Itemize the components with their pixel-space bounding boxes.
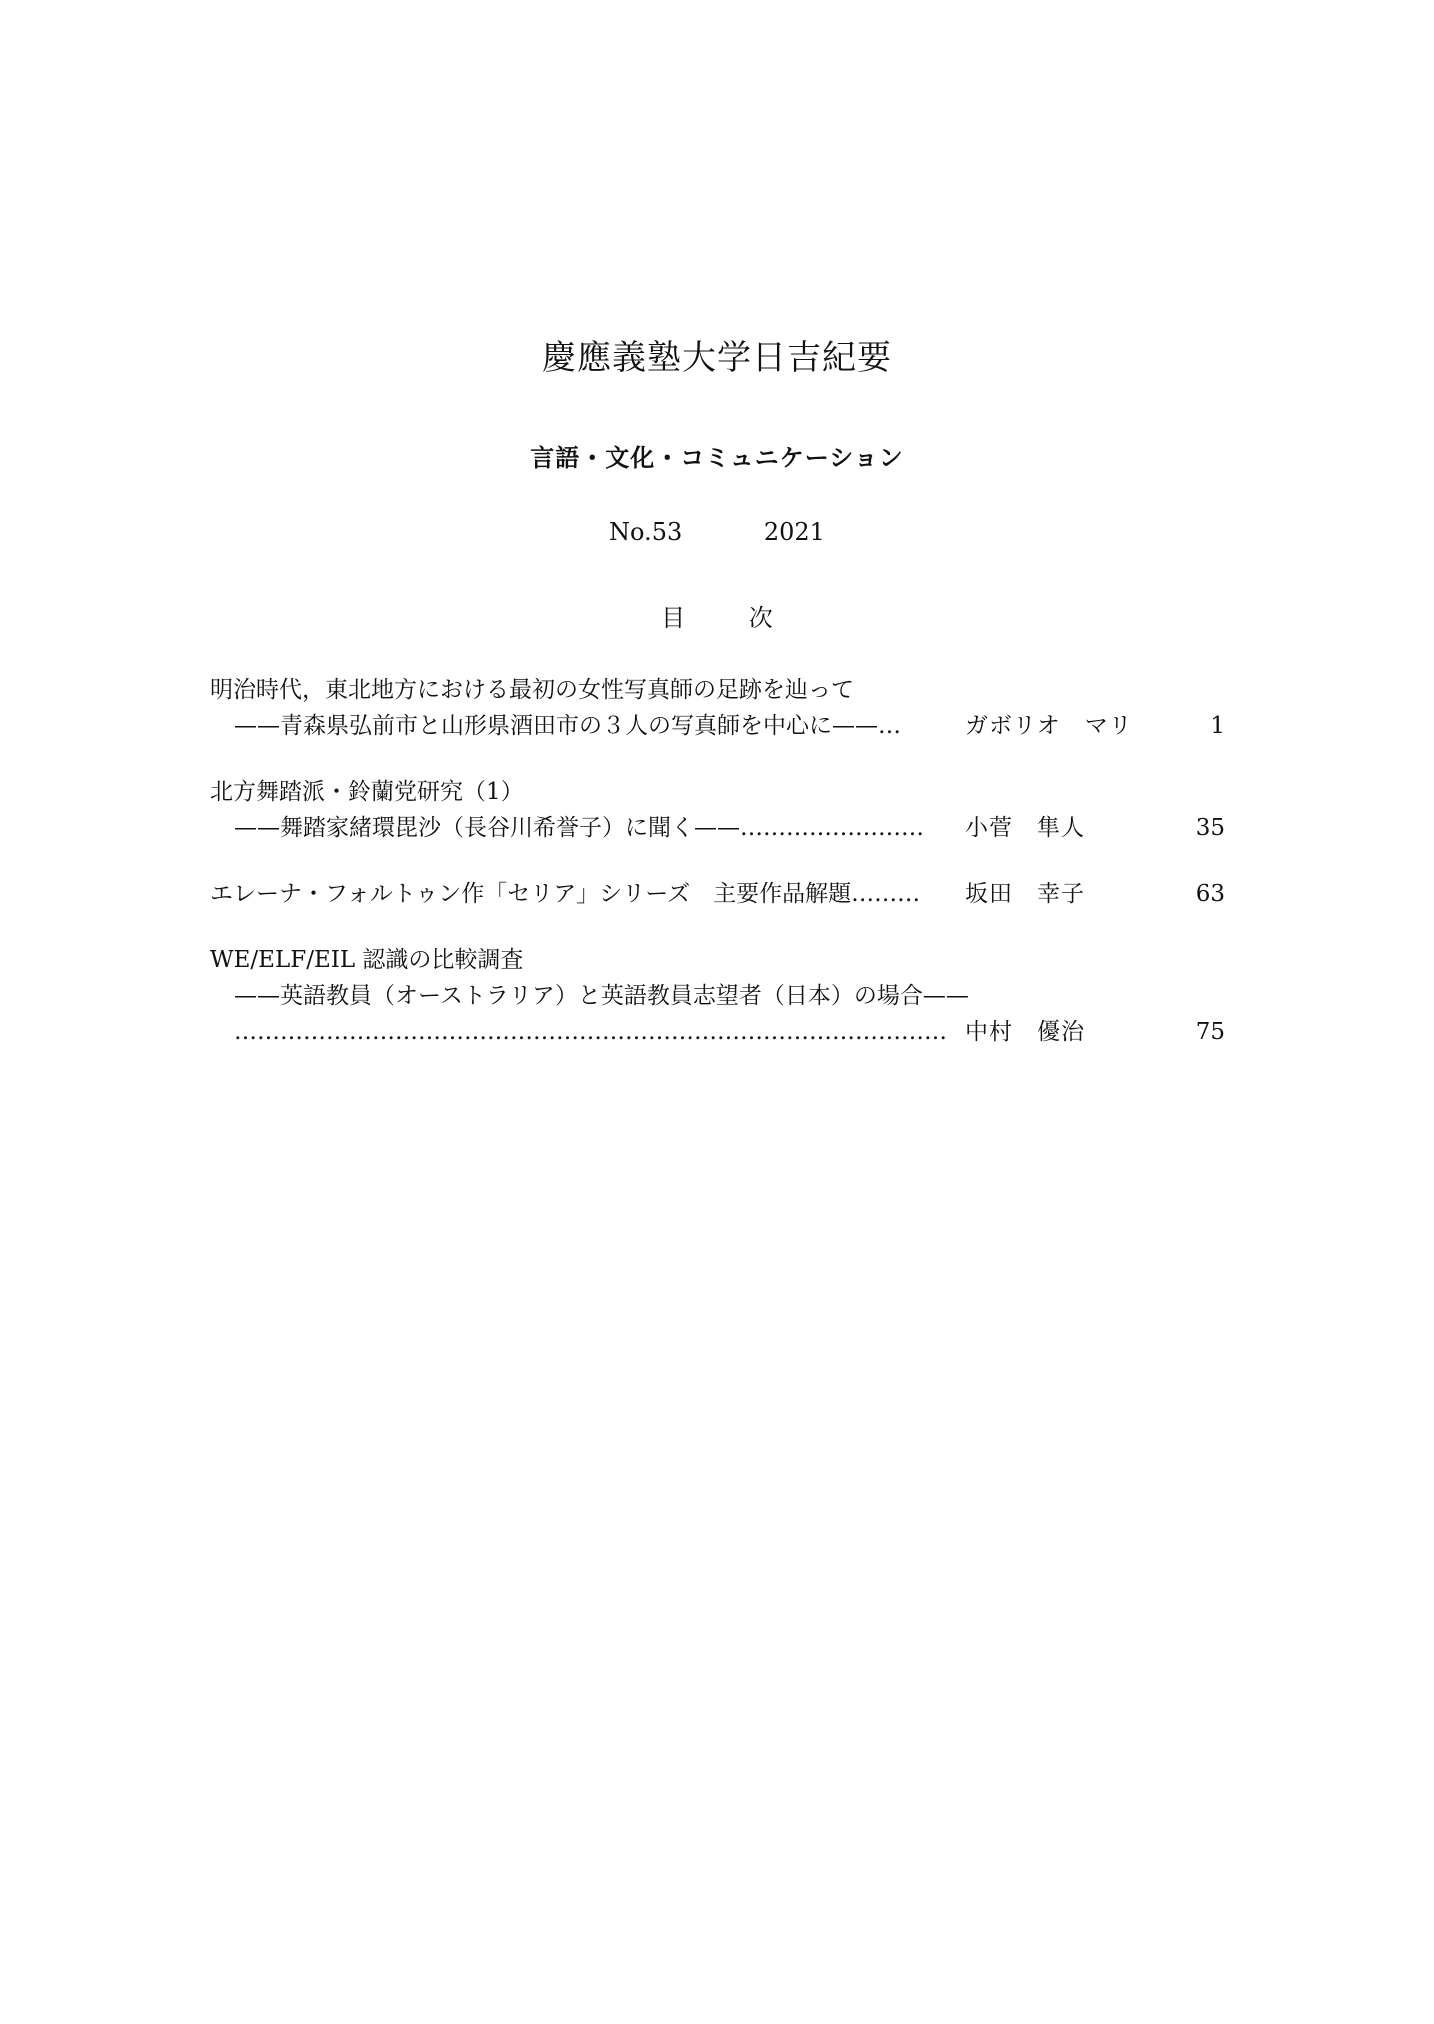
toc-entry-page: 75 [1195, 1019, 1225, 1045]
toc-entry-page: 35 [1195, 815, 1225, 841]
toc-entry-subtitle-line [210, 978, 1225, 1014]
toc-entry-title-line [210, 774, 1225, 810]
toc-entry-title: エレーナ・フォルトゥン作「セリア」シリーズ 主要作品解題……… [210, 881, 921, 907]
toc-entry[interactable] [210, 942, 1225, 1050]
table-of-contents [210, 672, 1225, 1080]
toc-entry-subtitle-line [210, 810, 1225, 846]
toc-entry-title: WE/ELF/EIL 認識の比較調査 [210, 947, 524, 973]
toc-entry-leader: ………………………………………………………………………………… [234, 1019, 947, 1045]
issue-number: No.53 [609, 518, 683, 546]
toc-entry-subtitle-line [210, 708, 1225, 744]
toc-entry-subtitle: ——舞踏家緒環毘沙（長谷川希誉子）に聞く——…………………… [234, 815, 924, 841]
toc-entry-subtitle: ——英語教員（オーストラリア）と英語教員志望者（日本）の場合—— [234, 983, 969, 1009]
toc-entry-title-line [210, 876, 1225, 912]
toc-entry-leader-line [210, 1014, 1225, 1050]
journal-title: 慶應義塾大学日吉紀要 [542, 338, 892, 378]
issue-year: 2021 [763, 518, 825, 546]
toc-entry-subtitle: ——青森県弘前市と山形県酒田市の３人の写真師を中心に——… [234, 713, 901, 739]
toc-entry[interactable] [210, 672, 1225, 744]
toc-entry[interactable] [210, 876, 1225, 912]
toc-entry-page: 1 [1210, 713, 1225, 739]
toc-entry-author: 小菅 隼人 [965, 815, 1085, 841]
toc-entry-author: 中村 優治 [965, 1019, 1085, 1045]
journal-subtitle: 言語・文化・コミュニケーション [530, 444, 904, 472]
toc-entry[interactable] [210, 774, 1225, 846]
issue-line [0, 518, 1434, 546]
toc-entry-title: 北方舞踏派・鈴蘭党研究（1） [210, 779, 524, 805]
toc-entry-page: 63 [1195, 881, 1225, 907]
toc-entry-title-line [210, 672, 1225, 708]
toc-entry-title-line [210, 942, 1225, 978]
toc-entry-author: ガボリオ マリ [965, 713, 1133, 739]
toc-heading: 目 次 [661, 604, 801, 632]
toc-entry-title: 明治時代，東北地方における最初の女性写真師の足跡を辿って [210, 677, 854, 703]
toc-entry-author: 坂田 幸子 [965, 881, 1085, 907]
